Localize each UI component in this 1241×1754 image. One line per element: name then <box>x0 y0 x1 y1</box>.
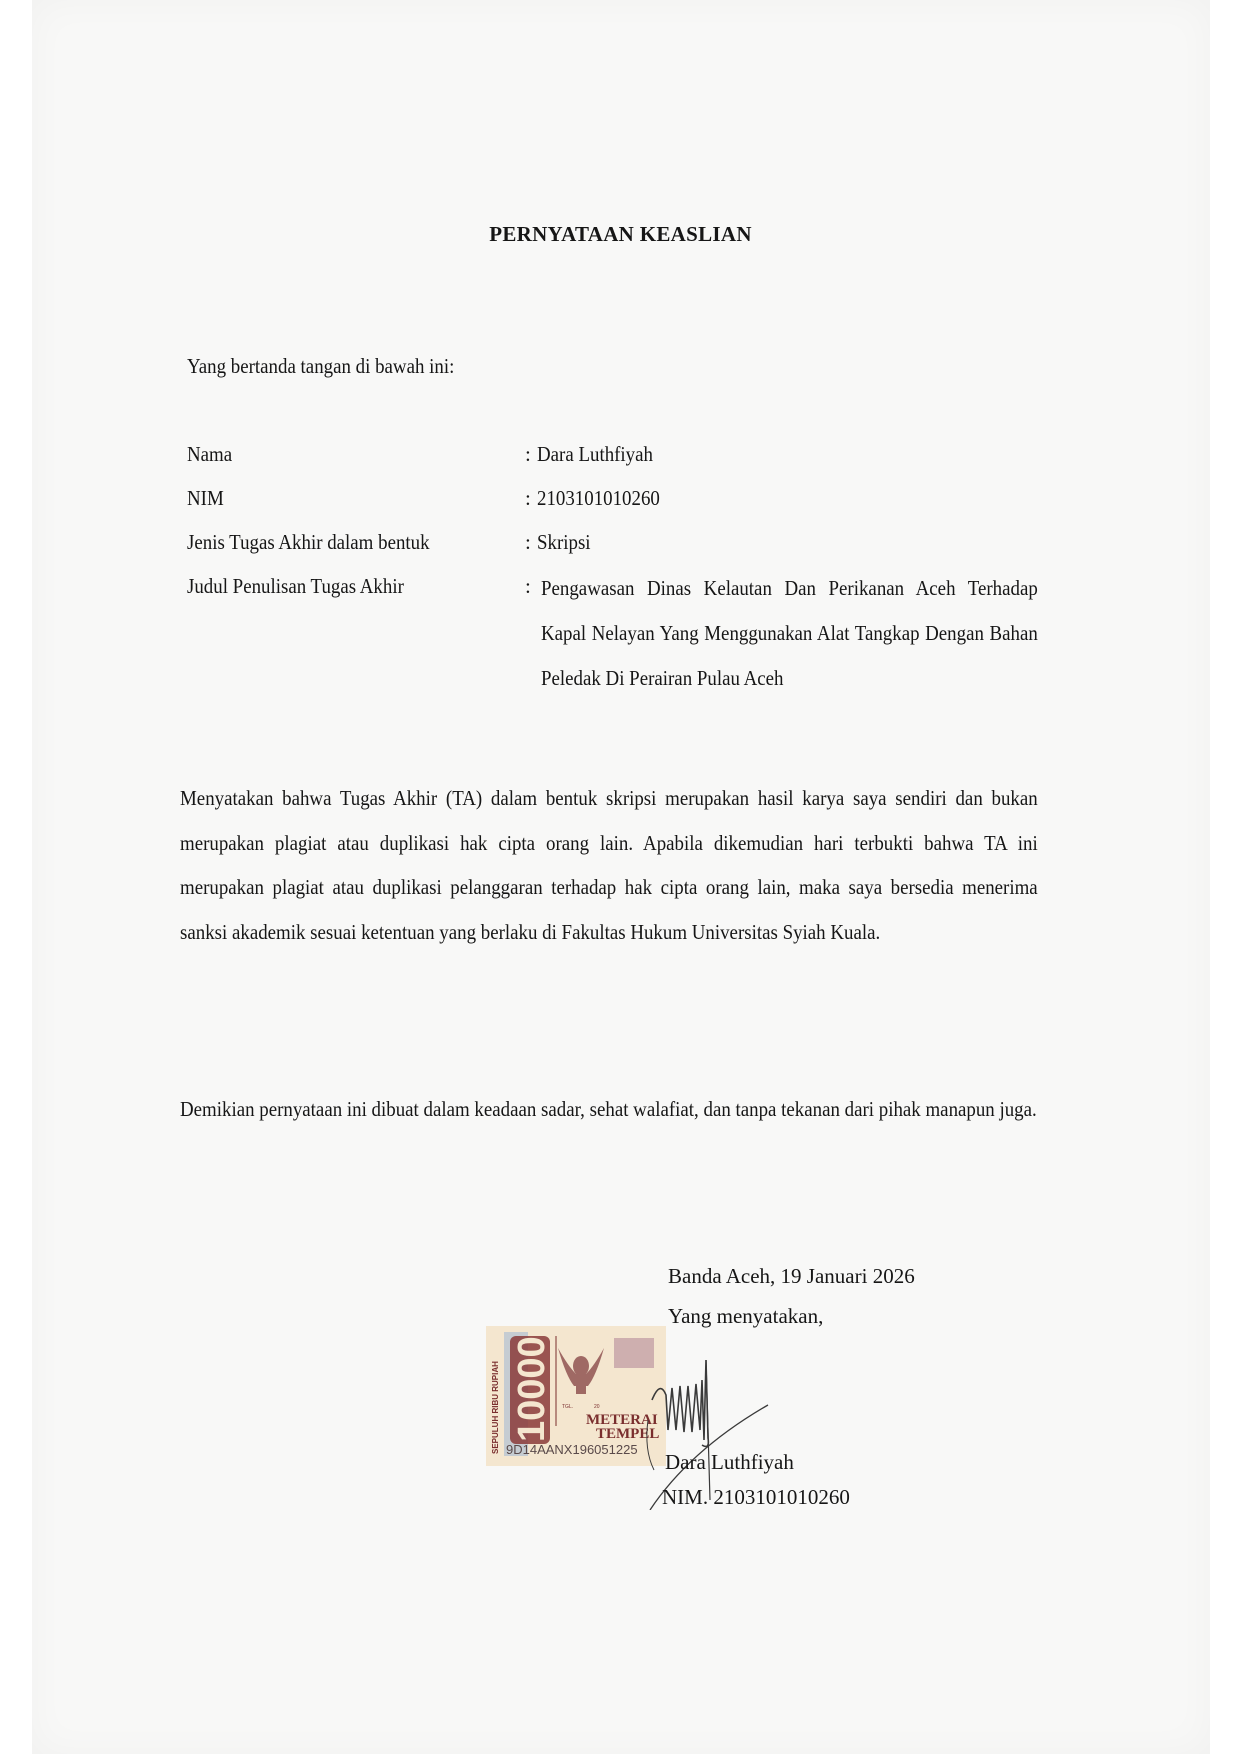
field-value-nama: Dara Luthfiyah <box>537 442 653 466</box>
field-label-nim: NIM <box>187 486 224 510</box>
statement-paragraph: Menyatakan bahwa Tugas Akhir (TA) dalam bentuk skripsi merupakan hasil karya saya sendiri dan bukan merupakan plagiat atau duplikasi hak cipta orang lain. Apabila dikemudian hari terbukti bahwa TA ini merupakan plagiat atau duplikasi pelanggaran terhadap hak cipta orang lain, maka saya bersedia menerima sanksi akademik sesuai ketentuan yang berlaku di Fakultas Hukum Universitas Syiah Kuala. <box>180 786 1038 944</box>
field-label-nama: Nama <box>187 442 233 466</box>
svg-text:20: 20 <box>594 1404 600 1410</box>
stamp-label-line1: METERAI <box>586 1412 658 1428</box>
field-value-judul: Pengawasan Dinas Kelautan Dan Perikanan Aceh Terhadap Kapal Nelayan Yang Menggunakan Alat Tangkap Dengan Bahan Peledak Di Perairan Pulau Aceh <box>541 576 1038 690</box>
place-date: Banda Aceh, 19 Januari 2026 <box>668 1264 915 1288</box>
intro-text: Yang bertanda tangan di bawah ini: <box>187 354 455 378</box>
document-title: PERNYATAAN KEASLIAN <box>489 222 752 246</box>
closing-phrase: Yang menyatakan, <box>668 1304 824 1328</box>
signer-nim: NIM. 2103101010260 <box>662 1485 850 1509</box>
field-label-jenis: Jenis Tugas Akhir dalam bentuk <box>187 530 430 554</box>
field-label-judul: Judul Penulisan Tugas Akhir <box>187 574 404 598</box>
stamp-side-text: SEPULUH RIBU RUPIAH <box>491 1361 500 1454</box>
field-colon: : <box>525 442 531 466</box>
field-value-nim: 2103101010260 <box>537 486 660 510</box>
field-colon: : <box>525 486 531 510</box>
stamp-label-line2: TEMPEL <box>596 1426 660 1442</box>
field-value-jenis: Skripsi <box>537 530 591 554</box>
field-colon: : <box>525 574 531 598</box>
closing-paragraph: Demikian pernyataan ini dibuat dalam keadaan sadar, sehat walafiat, dan tanpa tekanan dari pihak manapun juga. <box>180 1097 1037 1121</box>
stamp-serial: 9D14AANX196051225 <box>506 1442 638 1457</box>
meterai-stamp-icon <box>486 1326 666 1466</box>
stamp-denomination: 10000 <box>511 1336 553 1442</box>
svg-text:TGL.: TGL. <box>562 1404 574 1410</box>
signer-name: Dara Luthfiyah <box>665 1450 794 1474</box>
field-colon: : <box>525 530 531 554</box>
